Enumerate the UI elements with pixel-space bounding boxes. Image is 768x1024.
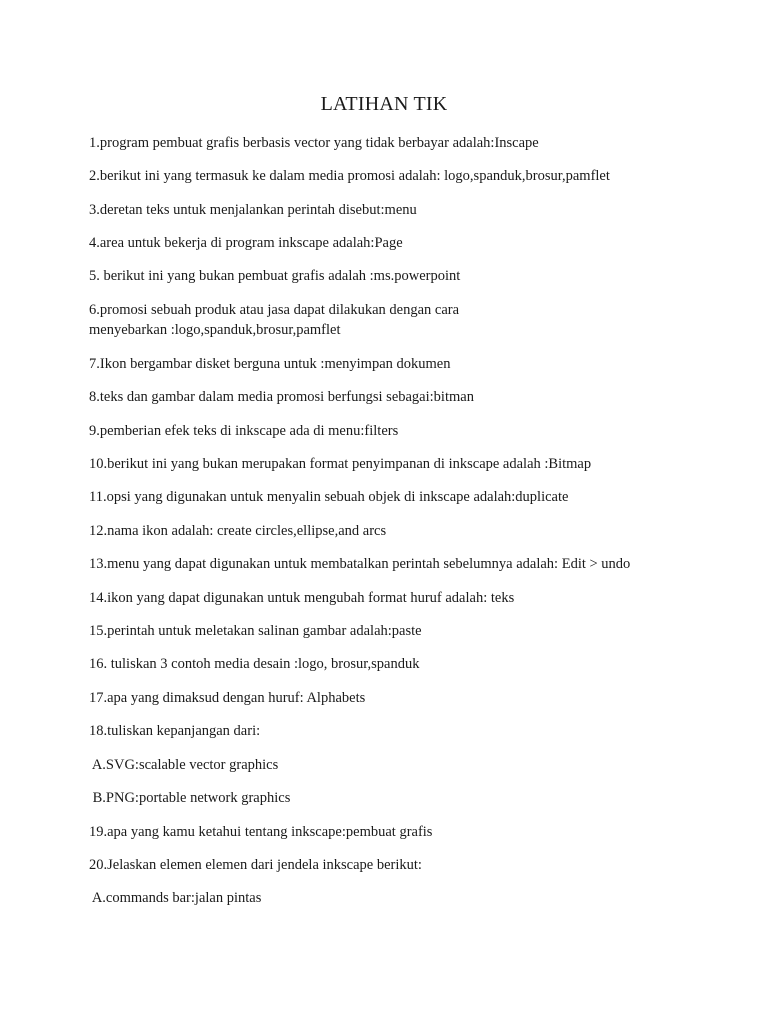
question-15: 15.perintah untuk meletakan salinan gambar adalah:paste [89, 623, 422, 639]
question-2: 2.berikut ini yang termasuk ke dalam media promosi adalah: logo,spanduk,brosur,pamflet [89, 168, 610, 184]
question-4: 4.area untuk bekerja di program inkscape adalah:Page [89, 235, 403, 251]
question-16: 16. tuliskan 3 contoh media desain :logo, brosur,spanduk [89, 656, 420, 672]
question-19: 19.apa yang kamu ketahui tentang inkscape:pembuat grafis [89, 824, 433, 840]
question-6-line-1: 6.promosi sebuah produk atau jasa dapat dilakukan dengan cara [89, 302, 460, 318]
question-18-answer-b: B.PNG:portable network graphics [89, 790, 291, 806]
question-13: 13.menu yang dapat digunakan untuk membatalkan perintah sebelumnya adalah: Edit > undo [89, 556, 631, 572]
question-6-line-2: menyebarkan :logo,spanduk,brosur,pamflet [89, 322, 341, 338]
question-11: 11.opsi yang digunakan untuk menyalin sebuah objek di inkscape adalah:duplicate [89, 489, 569, 505]
question-9: 9.pemberian efek teks di inkscape ada di menu:filters [89, 423, 399, 439]
question-5: 5. berikut ini yang bukan pembuat grafis adalah :ms.powerpoint [89, 268, 461, 284]
question-20-answer-a: A.commands bar:jalan pintas [89, 890, 262, 906]
question-17: 17.apa yang dimaksud dengan huruf: Alphabets [89, 690, 366, 706]
question-8: 8.teks dan gambar dalam media promosi berfungsi sebagai:bitman [89, 389, 474, 405]
question-3: 3.deretan teks untuk menjalankan perintah disebut:menu [89, 202, 417, 218]
page-title: LATIHAN TIK [320, 93, 448, 115]
question-14: 14.ikon yang dapat digunakan untuk mengubah format huruf adalah: teks [89, 590, 515, 606]
question-18-answer-a: A.SVG:scalable vector graphics [89, 757, 279, 773]
question-20: 20.Jelaskan elemen elemen dari jendela inkscape berikut: [89, 857, 422, 873]
question-10: 10.berikut ini yang bukan merupakan format penyimpanan di inkscape adalah :Bitmap [89, 456, 592, 472]
question-7: 7.Ikon bergambar disket berguna untuk :menyimpan dokumen [89, 356, 451, 372]
question-12: 12.nama ikon adalah: create circles,ellipse,and arcs [89, 523, 387, 539]
question-18: 18.tuliskan kepanjangan dari: [89, 723, 261, 739]
question-1: 1.program pembuat grafis berbasis vector yang tidak berbayar adalah:Inscape [89, 135, 539, 151]
